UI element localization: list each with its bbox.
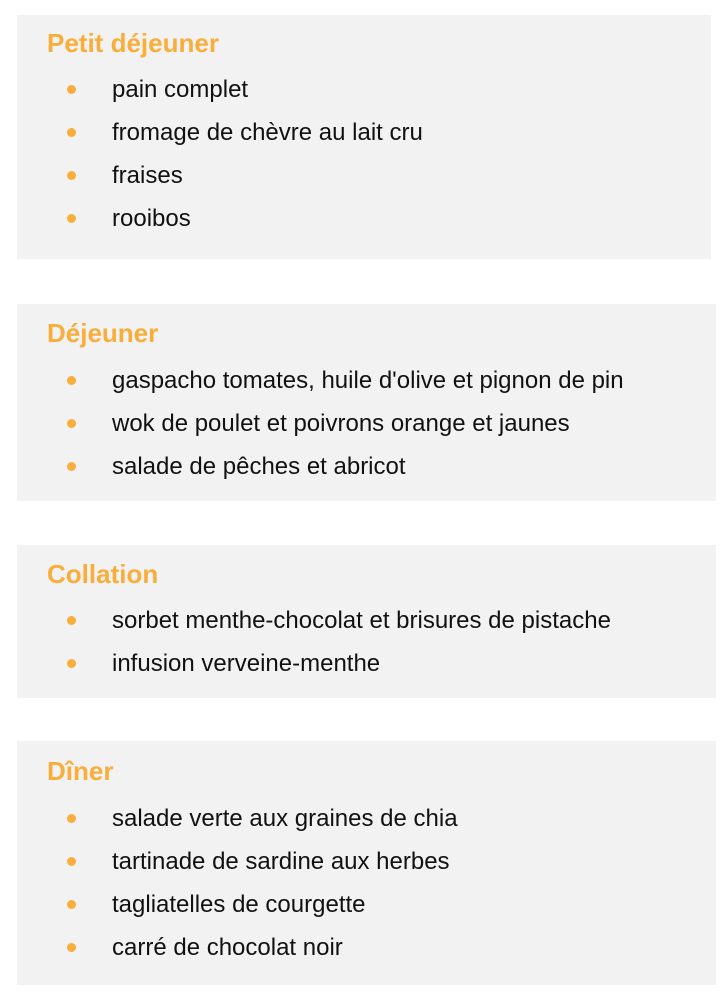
list-item bbox=[17, 154, 711, 197]
list-item-text: fraises bbox=[112, 162, 183, 189]
meal-title: Petit déjeuner bbox=[47, 28, 219, 58]
list-item-text: rooibos bbox=[112, 205, 191, 232]
meal-list bbox=[17, 797, 716, 969]
list-item-text: salade verte aux graines de chia bbox=[112, 805, 458, 832]
bullet-dot-icon bbox=[67, 857, 76, 866]
bullet-dot-icon bbox=[67, 171, 76, 180]
list-item bbox=[17, 197, 711, 240]
list-item-text: carré de chocolat noir bbox=[112, 934, 343, 961]
meal-title: Déjeuner bbox=[47, 318, 159, 348]
meal-section-collation bbox=[17, 545, 716, 698]
meal-list bbox=[17, 359, 716, 488]
list-item bbox=[17, 642, 716, 685]
list-item-text: salade de pêches et abricot bbox=[112, 453, 406, 480]
bullet-dot-icon bbox=[67, 376, 76, 385]
meal-section-diner bbox=[17, 741, 716, 985]
list-item-text: infusion verveine-menthe bbox=[112, 650, 381, 677]
list-item-text: pain complet bbox=[112, 76, 249, 103]
list-item-text: wok de poulet et poivrons orange et jaunes bbox=[112, 410, 570, 437]
list-item bbox=[17, 926, 716, 969]
meal-list bbox=[17, 68, 711, 240]
meal-section-dejeuner bbox=[17, 304, 716, 501]
bullet-dot-icon bbox=[67, 214, 76, 223]
list-item bbox=[17, 402, 716, 445]
list-item bbox=[17, 840, 716, 883]
meal-section-petit-dejeuner bbox=[17, 15, 711, 259]
list-item bbox=[17, 797, 716, 840]
bullet-dot-icon bbox=[67, 85, 76, 94]
list-item-text: fromage de chèvre au lait cru bbox=[112, 119, 423, 146]
bullet-dot-icon bbox=[67, 900, 76, 909]
list-item bbox=[17, 883, 716, 926]
bullet-dot-icon bbox=[67, 814, 76, 823]
list-item bbox=[17, 111, 711, 154]
bullet-dot-icon bbox=[67, 943, 76, 952]
bullet-dot-icon bbox=[67, 419, 76, 428]
list-item-text: sorbet menthe-chocolat et brisures de pistache bbox=[112, 607, 611, 634]
list-item-text: tagliatelles de courgette bbox=[112, 891, 366, 918]
list-item-text: tartinade de sardine aux herbes bbox=[112, 848, 450, 875]
bullet-dot-icon bbox=[67, 616, 76, 625]
list-item bbox=[17, 599, 716, 642]
list-item bbox=[17, 445, 716, 488]
bullet-dot-icon bbox=[67, 462, 76, 471]
list-item-text: gaspacho tomates, huile d'olive et pignon de pin bbox=[112, 367, 624, 394]
list-item bbox=[17, 359, 716, 402]
meal-title: Dîner bbox=[47, 756, 114, 786]
meal-title: Collation bbox=[47, 559, 159, 589]
bullet-dot-icon bbox=[67, 128, 76, 137]
bullet-dot-icon bbox=[67, 659, 76, 668]
meal-list bbox=[17, 599, 716, 685]
list-item bbox=[17, 68, 711, 111]
